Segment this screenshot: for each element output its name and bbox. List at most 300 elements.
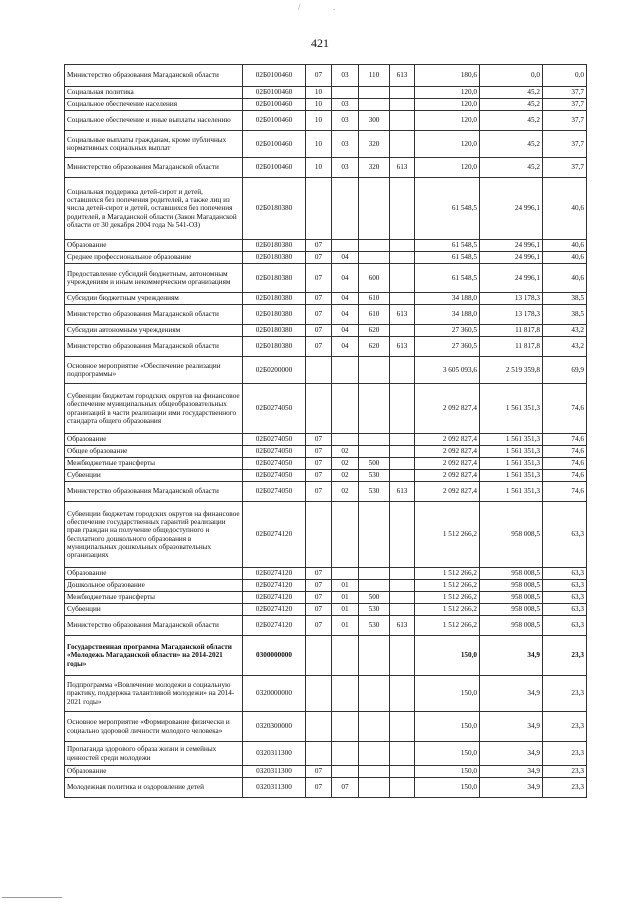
- table-row: [65, 458, 587, 470]
- approved-amount: 34 188,0: [415, 293, 480, 305]
- approved-amount: 150,0: [415, 712, 480, 742]
- execution-percent: 37,7: [543, 87, 587, 99]
- section-code: 07: [306, 293, 332, 305]
- expense-group: 610: [359, 305, 390, 325]
- expense-group: [359, 676, 390, 712]
- executed-amount: 1 561 351,3: [480, 470, 543, 482]
- section-code: 07: [306, 458, 332, 470]
- row-name: Образование: [65, 568, 243, 580]
- expense-group: [359, 240, 390, 252]
- execution-percent: 63,3: [543, 616, 587, 636]
- expense-group: [359, 252, 390, 264]
- subsection-code: [332, 240, 359, 252]
- expense-group: [359, 778, 390, 798]
- row-name: Образование: [65, 240, 243, 252]
- target-code: 02Б0180380: [243, 178, 306, 240]
- row-name: Межбюджетные трансферты: [65, 458, 243, 470]
- section-code: 07: [306, 568, 332, 580]
- department-code: [390, 99, 415, 111]
- section-code: 07: [306, 264, 332, 293]
- expense-group: 530: [359, 482, 390, 502]
- execution-percent: 23,3: [543, 778, 587, 798]
- subsection-code: [332, 676, 359, 712]
- expense-group: [359, 434, 390, 446]
- department-code: [390, 778, 415, 798]
- expense-group: [359, 502, 390, 568]
- subsection-code: [332, 384, 359, 434]
- expense-group: 500: [359, 458, 390, 470]
- department-code: [390, 178, 415, 240]
- approved-amount: 2 092 827,4: [415, 434, 480, 446]
- execution-percent: 37,7: [543, 158, 587, 178]
- department-code: [390, 712, 415, 742]
- table-row: [65, 482, 587, 502]
- subsection-code: 01: [332, 616, 359, 636]
- department-code: 613: [390, 65, 415, 87]
- row-name: Среднее профессиональное образование: [65, 252, 243, 264]
- target-code: 02Б0274120: [243, 580, 306, 592]
- department-code: [390, 766, 415, 778]
- table-row: [65, 502, 587, 568]
- section-code: [306, 636, 332, 676]
- section-code: 10: [306, 99, 332, 111]
- target-code: 02Б0274050: [243, 446, 306, 458]
- section-code: [306, 712, 332, 742]
- approved-amount: 150,0: [415, 636, 480, 676]
- section-code: [306, 502, 332, 568]
- row-name: Общее образование: [65, 446, 243, 458]
- target-code: 02Б0274120: [243, 616, 306, 636]
- section-code: 07: [306, 778, 332, 798]
- approved-amount: 150,0: [415, 676, 480, 712]
- subsection-code: 01: [332, 592, 359, 604]
- execution-percent: 43,2: [543, 325, 587, 337]
- section-code: 10: [306, 111, 332, 131]
- target-code: 02Б0100460: [243, 99, 306, 111]
- department-code: [390, 252, 415, 264]
- target-code: 02Б0180380: [243, 293, 306, 305]
- executed-amount: 13 178,3: [480, 293, 543, 305]
- target-code: 02Б0274050: [243, 384, 306, 434]
- target-code: 02Б0274050: [243, 458, 306, 470]
- executed-amount: 0,0: [480, 65, 543, 87]
- approved-amount: 61 548,5: [415, 264, 480, 293]
- execution-percent: 74,6: [543, 446, 587, 458]
- approved-amount: 34 188,0: [415, 305, 480, 325]
- approved-amount: 120,0: [415, 158, 480, 178]
- expense-group: [359, 357, 390, 384]
- expense-group: 620: [359, 325, 390, 337]
- section-code: [306, 178, 332, 240]
- target-code: 02Б0274120: [243, 592, 306, 604]
- department-code: [390, 568, 415, 580]
- target-code: 02Б0180380: [243, 264, 306, 293]
- row-name: Социальное обеспечение и иные выплаты населению: [65, 111, 243, 131]
- approved-amount: 1 512 266,2: [415, 604, 480, 616]
- department-code: 613: [390, 616, 415, 636]
- execution-percent: 40,6: [543, 264, 587, 293]
- footer-line: [2, 897, 62, 898]
- table-row: [65, 742, 587, 766]
- subsection-code: 07: [332, 778, 359, 798]
- table-row: [65, 766, 587, 778]
- executed-amount: 958 008,5: [480, 502, 543, 568]
- row-name: Основное мероприятие «Обеспечение реализации подпрограммы»: [65, 357, 243, 384]
- department-code: [390, 592, 415, 604]
- execution-percent: 74,6: [543, 470, 587, 482]
- department-code: [390, 676, 415, 712]
- executed-amount: 45,2: [480, 158, 543, 178]
- expense-group: 500: [359, 592, 390, 604]
- target-code: 02Б0180380: [243, 337, 306, 357]
- executed-amount: 1 561 351,3: [480, 434, 543, 446]
- subsection-code: [332, 178, 359, 240]
- department-code: 613: [390, 158, 415, 178]
- target-code: 0320311300: [243, 778, 306, 798]
- section-code: 07: [306, 434, 332, 446]
- execution-percent: 74,6: [543, 482, 587, 502]
- row-name: Министерство образования Магаданской области: [65, 482, 243, 502]
- execution-percent: 40,6: [543, 240, 587, 252]
- department-code: 613: [390, 337, 415, 357]
- subsection-code: [332, 568, 359, 580]
- expense-group: [359, 446, 390, 458]
- row-name: Межбюджетные трансферты: [65, 592, 243, 604]
- execution-percent: 74,6: [543, 458, 587, 470]
- table-row: [65, 65, 587, 87]
- approved-amount: 2 092 827,4: [415, 446, 480, 458]
- executed-amount: 34,9: [480, 676, 543, 712]
- target-code: 02Б0100460: [243, 158, 306, 178]
- executed-amount: 958 008,5: [480, 568, 543, 580]
- executed-amount: 958 008,5: [480, 580, 543, 592]
- approved-amount: 1 512 266,2: [415, 580, 480, 592]
- table-row: [65, 434, 587, 446]
- section-code: 07: [306, 766, 332, 778]
- executed-amount: 2 519 359,8: [480, 357, 543, 384]
- target-code: 02Б0100460: [243, 87, 306, 99]
- subsection-code: [332, 87, 359, 99]
- table-row: [65, 604, 587, 616]
- table-row: [65, 99, 587, 111]
- target-code: 0300000000: [243, 636, 306, 676]
- target-code: 02Б0100460: [243, 111, 306, 131]
- expense-group: [359, 99, 390, 111]
- executed-amount: 24 996,1: [480, 240, 543, 252]
- execution-percent: 40,6: [543, 178, 587, 240]
- department-code: 613: [390, 305, 415, 325]
- expense-group: 530: [359, 604, 390, 616]
- department-code: [390, 742, 415, 766]
- department-code: [390, 325, 415, 337]
- subsection-code: [332, 712, 359, 742]
- expense-group: 320: [359, 158, 390, 178]
- row-name: Дошкольное образование: [65, 580, 243, 592]
- section-code: 07: [306, 616, 332, 636]
- subsection-code: [332, 502, 359, 568]
- row-name: Субвенции: [65, 604, 243, 616]
- subsection-code: 02: [332, 470, 359, 482]
- executed-amount: 34,9: [480, 766, 543, 778]
- table-row: [65, 305, 587, 325]
- executed-amount: 13 178,3: [480, 305, 543, 325]
- approved-amount: 120,0: [415, 87, 480, 99]
- target-code: 02Б0180380: [243, 325, 306, 337]
- row-name: Молодежная политика и оздоровление детей: [65, 778, 243, 798]
- row-name: Министерство образования Магаданской области: [65, 616, 243, 636]
- execution-percent: 37,7: [543, 99, 587, 111]
- department-code: [390, 357, 415, 384]
- approved-amount: 120,0: [415, 131, 480, 158]
- page-number: 421: [311, 36, 329, 50]
- target-code: 02Б0274120: [243, 568, 306, 580]
- table-row: [65, 712, 587, 742]
- section-code: 10: [306, 131, 332, 158]
- section-code: 07: [306, 446, 332, 458]
- row-name: Образование: [65, 434, 243, 446]
- target-code: 02Б0180380: [243, 252, 306, 264]
- department-code: [390, 604, 415, 616]
- subsection-code: 04: [332, 305, 359, 325]
- subsection-code: 03: [332, 99, 359, 111]
- section-code: [306, 384, 332, 434]
- subsection-code: 03: [332, 65, 359, 87]
- section-code: 07: [306, 592, 332, 604]
- executed-amount: 34,9: [480, 636, 543, 676]
- row-name: Социальная политика: [65, 87, 243, 99]
- target-code: 02Б0274050: [243, 434, 306, 446]
- target-code: 02Б0100460: [243, 65, 306, 87]
- department-code: [390, 293, 415, 305]
- executed-amount: 24 996,1: [480, 252, 543, 264]
- target-code: 02Б0274120: [243, 502, 306, 568]
- target-code: 02Б0274050: [243, 470, 306, 482]
- row-name: Социальное обеспечение населения: [65, 99, 243, 111]
- budget-table: [64, 64, 587, 798]
- table-row: [65, 580, 587, 592]
- expense-group: [359, 384, 390, 434]
- executed-amount: 1 561 351,3: [480, 458, 543, 470]
- executed-amount: 958 008,5: [480, 616, 543, 636]
- section-code: 10: [306, 87, 332, 99]
- table-row: [65, 252, 587, 264]
- approved-amount: 1 512 266,2: [415, 616, 480, 636]
- scan-mark: /: [298, 2, 301, 12]
- expense-group: [359, 580, 390, 592]
- target-code: 02Б0180380: [243, 240, 306, 252]
- subsection-code: 04: [332, 337, 359, 357]
- executed-amount: 45,2: [480, 99, 543, 111]
- row-name: Образование: [65, 766, 243, 778]
- expense-group: [359, 742, 390, 766]
- department-code: [390, 458, 415, 470]
- subsection-code: 04: [332, 252, 359, 264]
- row-name: Социальные выплаты гражданам, кроме публичных нормативных социальных выплат: [65, 131, 243, 158]
- approved-amount: 1 512 266,2: [415, 502, 480, 568]
- scan-mark: .: [333, 2, 336, 12]
- executed-amount: 1 561 351,3: [480, 482, 543, 502]
- execution-percent: 63,3: [543, 580, 587, 592]
- expense-group: [359, 87, 390, 99]
- section-code: [306, 357, 332, 384]
- expense-group: [359, 766, 390, 778]
- approved-amount: 150,0: [415, 778, 480, 798]
- subsection-code: [332, 434, 359, 446]
- approved-amount: 2 092 827,4: [415, 384, 480, 434]
- row-name: Социальная поддержка детей-сирот и детей, оставшихся без попечения родителей, а также лиц из числа детей-сирот и детей, оставшихся без попечения родителей, в Магаданской области (Закон Магаданской области от 30 декабря 2004 года № 541-ОЗ): [65, 178, 243, 240]
- expense-group: [359, 568, 390, 580]
- row-name: Основное мероприятие «Формирование физически и социально здоровой личности молодого человека»: [65, 712, 243, 742]
- row-name: Министерство образования Магаданской области: [65, 65, 243, 87]
- row-name: Государственная программа Магаданской области «Молодежь Магаданской области» на 2014-2021 годы»: [65, 636, 243, 676]
- execution-percent: 69,9: [543, 357, 587, 384]
- row-name: Предоставление субсидий бюджетным, автономным учреждениям и иным некоммерческим организациям: [65, 264, 243, 293]
- table-row: [65, 131, 587, 158]
- approved-amount: 3 605 093,6: [415, 357, 480, 384]
- table-row: [65, 293, 587, 305]
- approved-amount: 2 092 827,4: [415, 482, 480, 502]
- execution-percent: 40,6: [543, 252, 587, 264]
- expense-group: [359, 636, 390, 676]
- row-name: Министерство образования Магаданской области: [65, 158, 243, 178]
- row-name: Министерство образования Магаданской области: [65, 305, 243, 325]
- target-code: 0320311300: [243, 742, 306, 766]
- executed-amount: 11 817,8: [480, 325, 543, 337]
- table-row: [65, 337, 587, 357]
- expense-group: [359, 178, 390, 240]
- approved-amount: 61 548,5: [415, 252, 480, 264]
- execution-percent: 37,7: [543, 111, 587, 131]
- execution-percent: 74,6: [543, 384, 587, 434]
- approved-amount: 2 092 827,4: [415, 458, 480, 470]
- executed-amount: 11 817,8: [480, 337, 543, 357]
- executed-amount: 34,9: [480, 742, 543, 766]
- table-row: [65, 158, 587, 178]
- expense-group: 530: [359, 616, 390, 636]
- execution-percent: 23,3: [543, 676, 587, 712]
- expense-group: 620: [359, 337, 390, 357]
- expense-group: 300: [359, 111, 390, 131]
- section-code: 07: [306, 482, 332, 502]
- executed-amount: 1 561 351,3: [480, 384, 543, 434]
- section-code: 07: [306, 305, 332, 325]
- execution-percent: 23,3: [543, 742, 587, 766]
- table-row: [65, 470, 587, 482]
- row-name: Субвенции бюджетам городских округов на финансовое обеспечение государственных гарантий реализации прав граждан на получение общедоступного и бесплатного дошкольного образования в муниципальных дошкольных образовательных организациях: [65, 502, 243, 568]
- approved-amount: 2 092 827,4: [415, 470, 480, 482]
- executed-amount: 1 561 351,3: [480, 446, 543, 458]
- section-code: 07: [306, 240, 332, 252]
- department-code: [390, 502, 415, 568]
- table-row: [65, 111, 587, 131]
- subsection-code: 02: [332, 446, 359, 458]
- section-code: 07: [306, 604, 332, 616]
- executed-amount: 45,2: [480, 87, 543, 99]
- row-name: Субсидии автономным учреждениям: [65, 325, 243, 337]
- approved-amount: 27 360,5: [415, 337, 480, 357]
- execution-percent: 23,3: [543, 636, 587, 676]
- execution-percent: 63,3: [543, 604, 587, 616]
- subsection-code: 03: [332, 111, 359, 131]
- executed-amount: 45,2: [480, 131, 543, 158]
- department-code: [390, 636, 415, 676]
- subsection-code: 01: [332, 580, 359, 592]
- target-code: 02Б0180380: [243, 305, 306, 325]
- execution-percent: 74,6: [543, 434, 587, 446]
- section-code: 07: [306, 252, 332, 264]
- table-row: [65, 616, 587, 636]
- section-code: 07: [306, 325, 332, 337]
- expense-group: 610: [359, 293, 390, 305]
- table-row: [65, 87, 587, 99]
- table-row: [65, 568, 587, 580]
- row-name: Субвенции: [65, 470, 243, 482]
- section-code: 07: [306, 580, 332, 592]
- execution-percent: 43,2: [543, 337, 587, 357]
- row-name: Пропаганда здорового образа жизни и семейных ценностей среди молодежи: [65, 742, 243, 766]
- target-code: 0320000000: [243, 676, 306, 712]
- table-row: [65, 778, 587, 798]
- approved-amount: 1 512 266,2: [415, 592, 480, 604]
- approved-amount: 150,0: [415, 766, 480, 778]
- approved-amount: 120,0: [415, 111, 480, 131]
- subsection-code: [332, 636, 359, 676]
- table-row: [65, 592, 587, 604]
- subsection-code: 03: [332, 131, 359, 158]
- subsection-code: 02: [332, 482, 359, 502]
- execution-percent: 38,5: [543, 293, 587, 305]
- table-row: [65, 357, 587, 384]
- table-row: [65, 178, 587, 240]
- row-name: Подпрограмма «Вовлечение молодежи в социальную практику, поддержка талантливой молодежи» на 2014-2021 годы»: [65, 676, 243, 712]
- execution-percent: 38,5: [543, 305, 587, 325]
- department-code: [390, 434, 415, 446]
- table-row: [65, 325, 587, 337]
- department-code: [390, 264, 415, 293]
- executed-amount: 24 996,1: [480, 178, 543, 240]
- executed-amount: 24 996,1: [480, 264, 543, 293]
- table-body: [65, 65, 587, 798]
- subsection-code: 03: [332, 158, 359, 178]
- row-name: Субвенции бюджетам городских округов на финансовое обеспечение муниципальных общеобразовательных организаций в части реализации ими государственного стандарта общего образования: [65, 384, 243, 434]
- department-code: [390, 446, 415, 458]
- department-code: [390, 580, 415, 592]
- table-row: [65, 446, 587, 458]
- approved-amount: 120,0: [415, 99, 480, 111]
- execution-percent: 0,0: [543, 65, 587, 87]
- execution-percent: 63,3: [543, 502, 587, 568]
- table-row: [65, 264, 587, 293]
- approved-amount: 61 548,5: [415, 178, 480, 240]
- subsection-code: 01: [332, 604, 359, 616]
- approved-amount: 1 512 266,2: [415, 568, 480, 580]
- execution-percent: 23,3: [543, 766, 587, 778]
- executed-amount: 34,9: [480, 778, 543, 798]
- approved-amount: 61 548,5: [415, 240, 480, 252]
- department-code: [390, 131, 415, 158]
- department-code: [390, 87, 415, 99]
- subsection-code: 04: [332, 325, 359, 337]
- expense-group: [359, 712, 390, 742]
- subsection-code: [332, 766, 359, 778]
- subsection-code: 02: [332, 458, 359, 470]
- approved-amount: 150,0: [415, 742, 480, 766]
- target-code: 02Б0200000: [243, 357, 306, 384]
- expense-group: 530: [359, 470, 390, 482]
- department-code: [390, 384, 415, 434]
- section-code: 07: [306, 65, 332, 87]
- table-row: [65, 676, 587, 712]
